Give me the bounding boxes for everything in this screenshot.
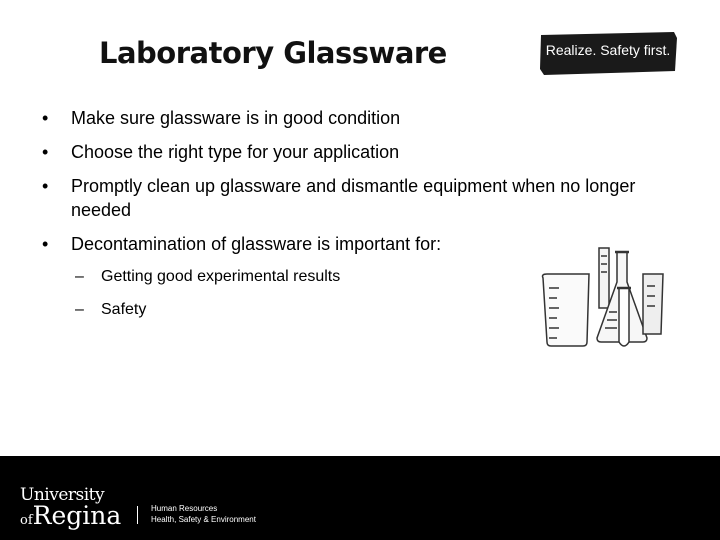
logo-university-text: University — [20, 485, 105, 505]
bullet-item — [40, 106, 660, 130]
logo-regina-line — [20, 501, 122, 533]
bullet-item — [40, 140, 660, 164]
department-line-1: Human Resources — [151, 504, 218, 513]
bullet-item — [40, 174, 651, 222]
bullet-marker: • — [42, 142, 49, 162]
footer-divider — [137, 506, 138, 524]
bullet-text: Choose the right type for your application — [71, 142, 400, 162]
department-label — [151, 503, 256, 525]
logo-of-text: of — [20, 513, 33, 528]
bullet-marker: • — [42, 176, 49, 196]
sub-bullet-marker: – — [75, 268, 84, 285]
sub-bullet-marker: – — [75, 301, 84, 318]
slide-title: Laboratory Glassware — [99, 36, 447, 70]
university-logo — [20, 486, 121, 533]
bullet-text: Promptly clean up glassware and dismantle equipment when no longer needed — [71, 176, 636, 220]
lab-glassware-icon — [537, 242, 667, 352]
bullet-text: Make sure glassware is in good condition — [71, 108, 401, 128]
footer-bar — [0, 456, 720, 540]
bullet-marker: • — [42, 234, 49, 254]
bullet-marker: • — [42, 108, 49, 128]
logo-regina-text: Regina — [32, 501, 122, 530]
sub-bullet-text: Getting good experimental results — [101, 268, 341, 285]
tagline-banner — [538, 31, 678, 75]
sub-bullet-text: Safety — [101, 301, 147, 318]
department-line-2: Health, Safety & Environment — [151, 515, 256, 524]
tagline-text: Realize. Safety first. — [545, 42, 671, 58]
bullet-text: Decontamination of glassware is important for: — [71, 234, 442, 254]
